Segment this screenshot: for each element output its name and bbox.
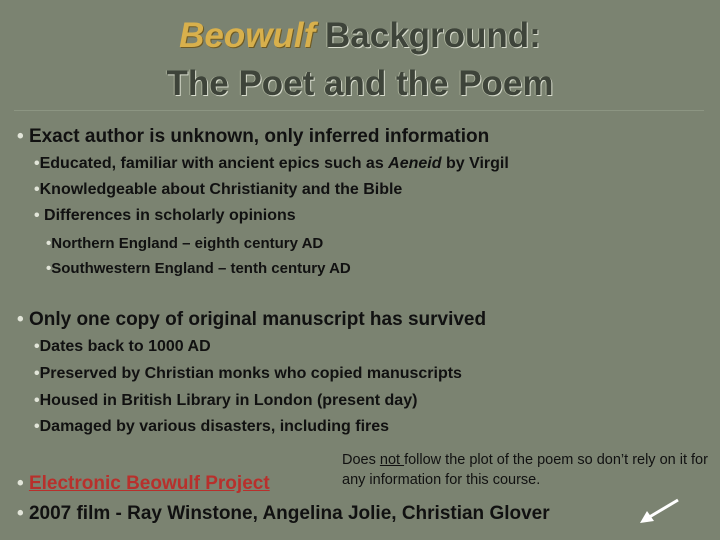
- bullet-icon: •: [17, 503, 24, 524]
- bullet-christianity-text: Knowledgeable about Christianity and the Bible: [39, 181, 403, 198]
- title-italic: Beowulf: [179, 16, 316, 55]
- arrow-icon: [638, 497, 682, 525]
- note-underline: not: [379, 452, 405, 468]
- bullet-icon: •: [17, 309, 24, 330]
- bullet-housed-text: Housed in British Library in London (present day): [39, 392, 418, 409]
- bullet-northern: [46, 235, 323, 252]
- bullet-northern-text: Northern England – eighth century AD: [51, 235, 324, 252]
- bullet-damaged: [34, 418, 389, 436]
- bullet-southwestern: [46, 260, 351, 277]
- title-divider: [14, 110, 704, 111]
- bullet-manuscript: [17, 309, 486, 331]
- note-post: follow the plot of the poem so don’t rely on it for any information for this course.: [342, 452, 708, 488]
- bullet-icon: •: [34, 181, 40, 198]
- aeneid-title: Aeneid: [388, 155, 442, 172]
- bullet-icon: •: [17, 473, 24, 494]
- slide-title: [0, 12, 720, 108]
- bullet-preserved-text: Preserved by Christian monks who copied manuscripts: [39, 365, 462, 382]
- bullet-icon: •: [34, 418, 40, 435]
- bullet-icon: •: [17, 126, 24, 147]
- bullet-dates: [34, 338, 211, 356]
- note-pre: Does: [342, 452, 380, 468]
- bullet-manuscript-text: Only one copy of original manuscript has survived: [28, 309, 487, 330]
- bullet-opinions-text: Differences in scholarly opinions: [39, 207, 296, 224]
- bullet-icon: •: [34, 207, 40, 224]
- bullet-icon: •: [34, 155, 40, 172]
- bullet-opinions: [34, 207, 296, 225]
- bullet-housed: [34, 392, 417, 410]
- bullet-dates-text: Dates back to 1000 AD: [39, 338, 211, 355]
- bullet-author: [17, 126, 489, 148]
- bullet-film-text: 2007 film - Ray Winstone, Angelina Jolie, Christian Glover: [28, 503, 550, 524]
- bullet-preserved: [34, 365, 462, 383]
- bullet-educated-text: Educated, familiar with ancient epics such as: [39, 155, 389, 172]
- bullet-icon: •: [34, 365, 40, 382]
- bullet-author-text: Exact author is unknown, only inferred information: [28, 126, 490, 147]
- bullet-electronic-beowulf: [17, 473, 270, 495]
- title-line-2: The Poet and the Poem: [166, 64, 554, 103]
- electronic-beowulf-link[interactable]: Electronic Beowulf Project: [28, 473, 270, 494]
- title-rest: Background:: [315, 16, 541, 55]
- bullet-icon: •: [46, 235, 52, 252]
- bullet-educated-suffix: by Virgil: [441, 155, 509, 172]
- bullet-film: [17, 503, 550, 525]
- bullet-icon: •: [46, 260, 52, 277]
- bullet-southwestern-text: Southwestern England – tenth century AD: [51, 260, 351, 277]
- bullet-icon: •: [34, 392, 40, 409]
- film-note: [342, 450, 712, 490]
- bullet-christianity: [34, 181, 402, 199]
- bullet-damaged-text: Damaged by various disasters, including fires: [39, 418, 390, 435]
- bullet-educated: [34, 155, 509, 173]
- bullet-icon: •: [34, 338, 40, 355]
